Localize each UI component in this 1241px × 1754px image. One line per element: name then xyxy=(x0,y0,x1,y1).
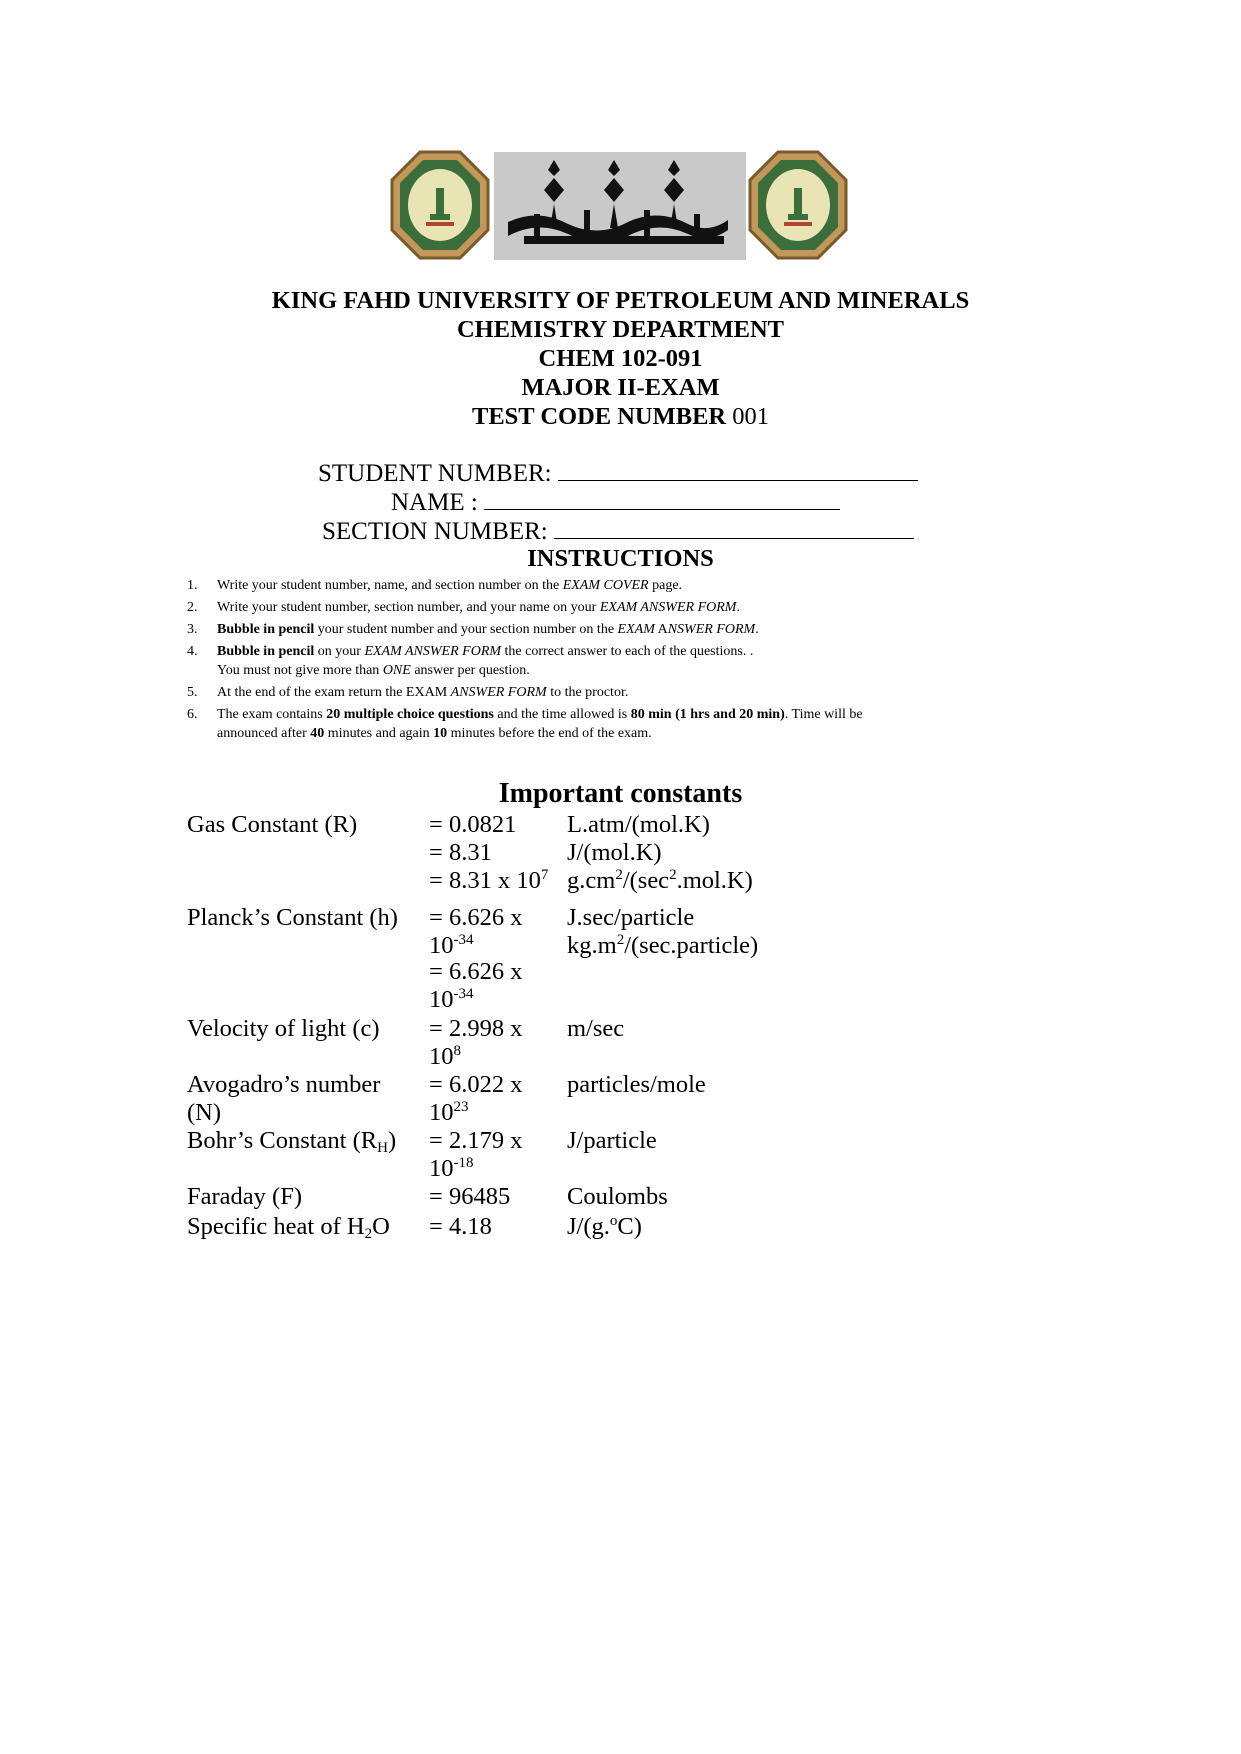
instruction-item xyxy=(187,683,987,702)
instruction-number: 2. xyxy=(187,600,198,615)
instruction-number: 5. xyxy=(187,685,198,700)
instructions-heading: INSTRUCTIONS xyxy=(527,545,714,572)
university-name: KING FAHD UNIVERSITY OF PETROLEUM AND MINERALS xyxy=(271,287,970,314)
instruction-item xyxy=(187,642,987,680)
instruction-text: Bubble in pencil your student number and your section number on the EXAM ANSWER FORM. xyxy=(217,622,759,637)
constant-unit: J/(mol.K) xyxy=(567,839,662,866)
student-number-field[interactable] xyxy=(318,458,918,488)
constant-name: Faraday (F) xyxy=(187,1183,302,1210)
instruction-number: 6. xyxy=(187,707,198,722)
constant-unit: $g.cm^2/(\sec^2.mol.K)$ xyxy=(567,867,753,894)
instruction-text: Bubble in pencil on your EXAM ANSWER FORM the correct answer to each of the questions. . You must not give more than ONE answer per question. xyxy=(217,644,754,678)
instruction-text: Write your student number, name, and section number on the EXAM COVER page. xyxy=(217,578,683,593)
university-seal-right xyxy=(748,150,848,260)
name-label: NAME : xyxy=(391,489,478,516)
instruction-text: Write your student number, section number, and your name on your EXAM ANSWER FORM. xyxy=(217,600,740,615)
constants-heading: Important constants xyxy=(498,778,743,809)
calligraphy-emblem xyxy=(494,152,746,260)
constant-value: = 2.179 x $10^{-18}$ xyxy=(429,1127,523,1182)
course-code: CHEM 102-091 xyxy=(538,345,703,372)
department-name: CHEMISTRY DEPARTMENT xyxy=(456,316,784,343)
student-number-label: STUDENT NUMBER: xyxy=(318,460,552,487)
constant-value: = 8.31 x $10^7$ xyxy=(429,867,549,894)
constant-value: = 4.18 xyxy=(429,1213,492,1240)
instruction-item xyxy=(187,576,987,595)
section-number-label: SECTION NUMBER: xyxy=(322,518,548,545)
exam-title-block xyxy=(0,286,1241,431)
university-seal-left xyxy=(390,150,490,260)
constant-name: Bohr’s Constant $(R_H)$ xyxy=(187,1127,397,1156)
name-field[interactable] xyxy=(391,487,840,517)
constant-value: = 6.626 x $10^{-34}$ xyxy=(429,958,523,1013)
exam-name: MAJOR II-EXAM xyxy=(521,374,720,401)
constant-unit: particles/mole xyxy=(567,1071,706,1098)
constant-unit: Coulombs xyxy=(567,1183,668,1210)
constant-value: = 6.022 x $10^{23}$ xyxy=(429,1071,523,1126)
name-blank[interactable] xyxy=(484,487,840,510)
constant-value: = 0.0821 xyxy=(429,811,517,838)
constant-name: Specific heat of $H_2O$ xyxy=(187,1213,390,1242)
section-number-blank[interactable] xyxy=(554,516,914,539)
constant-value: = 6.626 x $10^{-34}$ xyxy=(429,904,523,959)
test-code-label: TEST CODE NUMBER xyxy=(471,403,727,430)
instruction-item xyxy=(187,705,987,743)
constant-name: Planck’s Constant (h) xyxy=(187,904,398,931)
test-code-line xyxy=(0,402,1241,431)
constant-value: = 8.31 xyxy=(429,839,492,866)
constant-name: Avogadro’s number (N) xyxy=(187,1071,381,1126)
constant-unit: J/particle xyxy=(567,1127,657,1154)
constant-unit: m/sec xyxy=(567,1015,625,1042)
constant-unit: L.atm/(mol.K) xyxy=(567,811,710,838)
instruction-number: 1. xyxy=(187,578,198,593)
section-number-field[interactable] xyxy=(322,516,914,546)
instruction-item xyxy=(187,598,987,617)
header-emblems xyxy=(390,150,850,260)
constant-value: = 2.998 x $10^8$ xyxy=(429,1015,523,1070)
constant-unit: J/(g.$^o$C) xyxy=(567,1213,642,1240)
instruction-number: 4. xyxy=(187,644,198,659)
constant-value: = 96485 xyxy=(429,1183,511,1210)
student-number-blank[interactable] xyxy=(558,458,918,481)
constant-name: Velocity of light (c) xyxy=(187,1015,380,1042)
instruction-text: The exam contains 20 multiple choice questions and the time allowed is 80 min (1 hrs and 20 min). Time will be announced after 40 minutes and again 10 minutes before the end of the exam. xyxy=(217,707,863,741)
constant-name: Gas Constant (R) xyxy=(187,811,358,838)
instruction-text: At the end of the exam return the EXAM ANSWER FORM to the proctor. xyxy=(217,685,629,700)
instructions-list xyxy=(187,576,987,746)
constant-unit: J.sec/particle $kg.m^2/(\sec.particle)$ xyxy=(567,904,759,959)
instruction-item xyxy=(187,620,987,639)
test-code-value: 001 xyxy=(732,403,769,430)
instruction-number: 3. xyxy=(187,622,198,637)
